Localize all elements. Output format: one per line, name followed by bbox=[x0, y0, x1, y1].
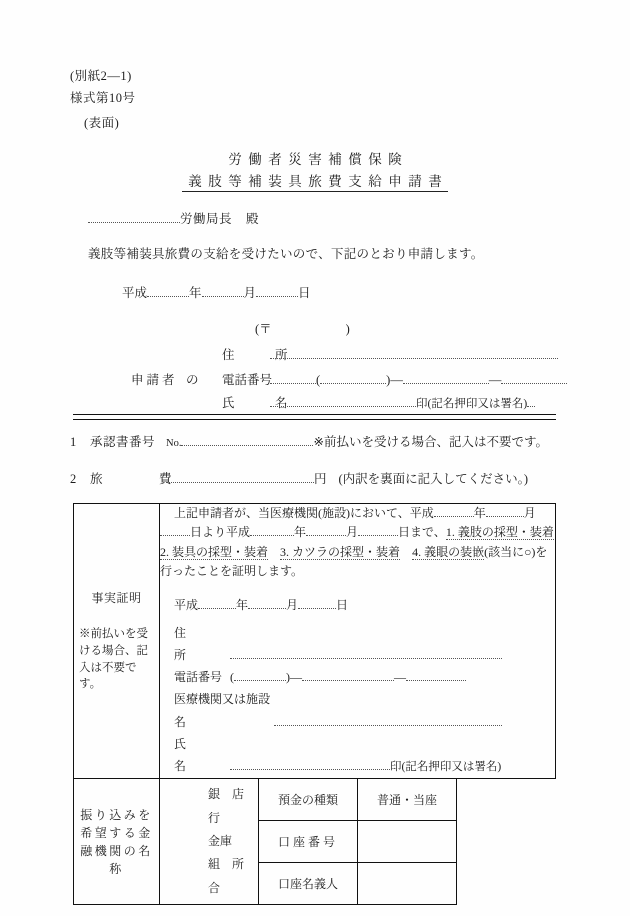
item-travel-expense bbox=[70, 469, 528, 487]
fact-phone-mid-input[interactable] bbox=[302, 669, 394, 681]
date-year-input[interactable] bbox=[147, 284, 189, 297]
item-1-no-prefix: No. bbox=[166, 438, 182, 449]
fact-para-tail: (該当に○)を行ったことを証明します。 bbox=[160, 544, 548, 579]
fact-institution-label: 医療機関又は施設名 bbox=[174, 692, 271, 729]
bank-kind-row-3[interactable] bbox=[160, 853, 248, 900]
fact-name-label: 氏 名 bbox=[174, 736, 231, 773]
fact-day2-input[interactable] bbox=[358, 524, 398, 536]
applicant-phone-row bbox=[222, 370, 567, 388]
fact-day1-input[interactable] bbox=[160, 524, 190, 536]
application-date-line bbox=[122, 283, 311, 301]
title-line-1: 労働者災害補償保険 bbox=[228, 152, 409, 167]
fact-day2-label: 日まで、 bbox=[398, 525, 446, 540]
item-2-unit: 円 bbox=[314, 472, 327, 486]
bank-kind-1: 銀行 bbox=[208, 787, 221, 825]
applicant-name-row bbox=[222, 393, 535, 411]
fact-month2-input[interactable] bbox=[306, 524, 346, 536]
postal-open: (〒 bbox=[255, 322, 272, 336]
bank-row-deposit-type bbox=[74, 779, 556, 821]
fact-seal-note: 印(記名押印又は署名) bbox=[390, 760, 502, 773]
date-month-input[interactable] bbox=[202, 284, 244, 297]
bank-kind-row-2[interactable] bbox=[160, 830, 248, 853]
fact-year2-label: 年 bbox=[294, 525, 307, 540]
fact-institution-row bbox=[174, 688, 555, 732]
account-number-label-cell bbox=[259, 821, 358, 863]
document-code: (別紙2―1) bbox=[70, 69, 132, 83]
approval-number-input[interactable] bbox=[181, 433, 313, 446]
applicant-label: 申請者 bbox=[131, 373, 178, 387]
applicant-phone-dash: ― bbox=[488, 373, 502, 387]
bank-kind-2: 金庫 bbox=[208, 833, 233, 848]
addressee-line bbox=[88, 209, 259, 227]
fact-option-4[interactable]: 4. 義眼の装嵌 bbox=[412, 544, 485, 559]
date-era: 平成 bbox=[122, 286, 148, 300]
fact-month1-input[interactable] bbox=[486, 505, 524, 517]
fact-address-input[interactable] bbox=[230, 647, 502, 659]
fact-address-row bbox=[174, 622, 555, 666]
fact-certification-title: 事実証明 bbox=[91, 591, 142, 606]
fact-option-1[interactable]: 1. 義肢の採型・装着 bbox=[445, 525, 554, 540]
applicant-seal-note: 印(記名押印又は署名) bbox=[416, 398, 528, 410]
fact-month2-label: 月 bbox=[346, 525, 359, 540]
applicant-phone-mid-input[interactable] bbox=[403, 371, 489, 384]
bank-kind-row-1[interactable] bbox=[160, 783, 248, 830]
applicant-address-input[interactable] bbox=[270, 346, 558, 359]
fact-date-era: 平成 bbox=[174, 597, 199, 612]
addressee-office: 労働局長 bbox=[180, 212, 233, 226]
account-number-value-cell[interactable] bbox=[358, 821, 457, 863]
fact-date-month-label: 月 bbox=[286, 597, 299, 612]
item-1-note: ※前払いを受ける場合、記入は不要です。 bbox=[313, 435, 548, 449]
applicant-name-label: 氏 名 bbox=[222, 396, 302, 410]
fact-phone-row bbox=[174, 666, 555, 688]
fact-certification-paragraph bbox=[160, 504, 555, 582]
item-1-number: 1 bbox=[70, 435, 77, 449]
fact-date-year-label: 年 bbox=[236, 597, 249, 612]
applicant-phone-open: ( bbox=[316, 373, 321, 387]
fact-certification-note: ※前払いを受ける場合、記入は不要です。 bbox=[79, 628, 148, 691]
fact-month1-label: 月 bbox=[523, 506, 536, 520]
bank-branch-3: 所 bbox=[231, 857, 244, 872]
applicant-phone-area-input[interactable] bbox=[320, 371, 386, 384]
postal-close: ) bbox=[345, 322, 350, 336]
applicant-phone-close: )― bbox=[386, 373, 403, 387]
fact-phone-area-input[interactable] bbox=[234, 669, 286, 681]
applicant-phone-area-pre[interactable] bbox=[270, 371, 316, 384]
applicant-phone-label: 電話番号 bbox=[222, 373, 273, 387]
applicant-address-row bbox=[222, 345, 558, 363]
fact-option-2[interactable]: 2. 装具の採型・装着 bbox=[160, 544, 269, 559]
form-table bbox=[73, 503, 556, 905]
bank-branch-1: 店 bbox=[231, 787, 244, 802]
fact-year2-input[interactable] bbox=[250, 524, 294, 536]
fact-phone-label: 電話番号 bbox=[174, 670, 223, 685]
fact-phone-open: ( bbox=[230, 670, 234, 685]
fact-para-lead: 上記申請者が、当医療機関(施設)において、平成 bbox=[174, 506, 434, 520]
item-2-number: 2 bbox=[70, 472, 77, 486]
fact-certification-date-line bbox=[160, 596, 555, 613]
fact-certification-fields bbox=[160, 622, 555, 778]
title-line-2 bbox=[0, 170, 630, 192]
account-holder-label-cell: 口座名義人 bbox=[259, 863, 358, 905]
fact-institution-input[interactable] bbox=[274, 713, 502, 725]
item-1-label: 承認書番号 bbox=[90, 435, 156, 449]
deposit-type-value-cell[interactable]: 普通・当座 bbox=[358, 779, 457, 821]
applicant-address-label: 住 所 bbox=[222, 348, 302, 362]
date-month-label: 月 bbox=[243, 286, 257, 300]
fact-phone-close: )― bbox=[286, 670, 302, 685]
face-label: (表面) bbox=[84, 116, 120, 130]
fact-certification-label-cell bbox=[74, 504, 160, 779]
fact-date-year-input[interactable] bbox=[198, 596, 236, 608]
bank-label-cell bbox=[74, 779, 160, 905]
double-divider bbox=[73, 414, 556, 420]
bank-kind-3: 組合 bbox=[208, 857, 221, 895]
item-2-note: (内訳を裏面に記入してください。) bbox=[338, 472, 529, 486]
fact-year1-input[interactable] bbox=[434, 505, 474, 517]
date-year-label: 年 bbox=[189, 286, 202, 300]
deposit-type-label-cell: 預金の種類 bbox=[259, 779, 358, 821]
applicant-phone-last-input[interactable] bbox=[501, 371, 567, 384]
fact-date-day-label: 日 bbox=[336, 597, 349, 612]
fact-name-input[interactable] bbox=[230, 757, 390, 769]
item-approval-number bbox=[70, 432, 548, 450]
request-statement: 義肢等補装具旅費の支給を受けたいので、下記のとおり申請します。 bbox=[88, 247, 484, 261]
addressee-blank[interactable] bbox=[88, 210, 180, 223]
applicant-name-input[interactable] bbox=[270, 394, 416, 407]
title-line-2-text: 義肢等補装具旅費支給申請書 bbox=[182, 170, 449, 192]
fact-name-row bbox=[174, 733, 555, 778]
fact-phone-last-input[interactable] bbox=[406, 669, 466, 681]
item-2-label: 旅 費 bbox=[90, 472, 194, 486]
fact-date-month-input[interactable] bbox=[248, 596, 286, 608]
bank-kinds-list bbox=[160, 779, 258, 904]
fact-year1-label: 年 bbox=[473, 506, 486, 520]
fact-certification-row bbox=[74, 504, 556, 779]
date-day-label: 日 bbox=[298, 286, 311, 300]
fact-certification-body-cell bbox=[160, 504, 556, 779]
fact-option-3[interactable]: 3. カツラの採型・装着 bbox=[280, 544, 401, 559]
account-number-label-text: 口座番号 bbox=[277, 835, 338, 850]
bank-label-text: 振り込みを希望する金融機関の名称 bbox=[80, 807, 153, 876]
applicant-name-tail bbox=[527, 394, 535, 407]
date-day-input[interactable] bbox=[256, 284, 298, 297]
form-number: 様式第10号 bbox=[70, 91, 136, 105]
addressee-honorific: 殿 bbox=[246, 212, 259, 226]
travel-expense-input[interactable] bbox=[166, 470, 314, 483]
fact-address-label: 住 所 bbox=[174, 625, 231, 662]
bank-kinds-cell[interactable] bbox=[160, 779, 259, 905]
fact-phone-dash: ― bbox=[394, 670, 406, 685]
account-holder-value-cell[interactable] bbox=[358, 863, 457, 905]
fact-day1-label: 日より平成 bbox=[190, 525, 251, 540]
applicant-particle: の bbox=[186, 373, 199, 387]
postal-code-line[interactable] bbox=[255, 319, 350, 337]
fact-date-day-input[interactable] bbox=[298, 596, 336, 608]
